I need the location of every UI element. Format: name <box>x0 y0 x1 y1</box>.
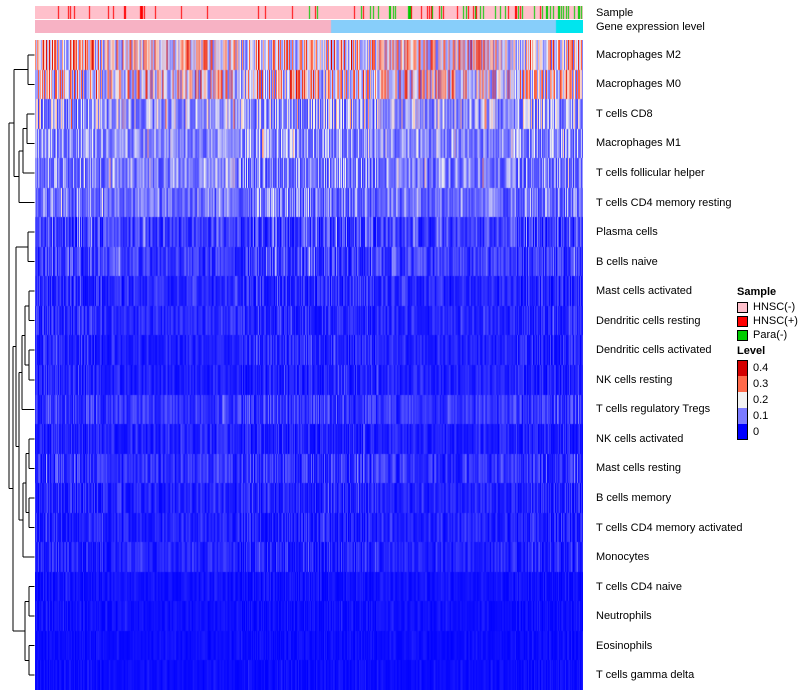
row-label: T cells gamma delta <box>596 669 695 682</box>
legend-swatch-para-neg <box>737 330 748 341</box>
row-label: T cells CD4 naive <box>596 580 682 593</box>
legend-item-hnsc-pos[interactable] <box>737 315 798 328</box>
annotation-row-gene-expression <box>35 20 583 33</box>
level-legend-row-4 <box>737 424 768 440</box>
level-tick-1: 0.3 <box>753 377 769 390</box>
level-legend <box>737 345 768 440</box>
row-label: NK cells resting <box>596 373 673 386</box>
legend-text-hnsc-neg: HNSC(-) <box>753 301 796 313</box>
level-legend-row-0 <box>737 360 768 376</box>
annotation-label-gene-expression: Gene expression level <box>596 21 705 33</box>
sample-legend-title: Sample <box>737 286 777 298</box>
annotation-label-sample: Sample <box>596 7 634 19</box>
level-swatch-4 <box>737 424 748 440</box>
legend-swatch-hnsc-neg <box>737 302 748 313</box>
row-label: Dendritic cells resting <box>596 314 701 327</box>
row-label: T cells follicular helper <box>596 166 705 179</box>
row-label: T cells CD8 <box>596 107 653 120</box>
level-swatch-2 <box>737 392 748 408</box>
level-swatch-0 <box>737 360 748 376</box>
row-label: B cells naive <box>596 255 658 268</box>
level-legend-row-2 <box>737 392 768 408</box>
row-label: Macrophages M1 <box>596 137 681 150</box>
legend-text-hnsc-pos: HNSC(+) <box>753 315 798 327</box>
level-swatch-1 <box>737 376 748 392</box>
row-label: B cells memory <box>596 491 672 504</box>
heatmap-matrix <box>35 40 583 690</box>
annotation-row-sample <box>35 6 583 19</box>
level-tick-2: 0.2 <box>753 393 769 406</box>
row-label: Macrophages M0 <box>596 78 681 91</box>
sample-legend <box>737 286 798 343</box>
row-label: Plasma cells <box>596 226 658 239</box>
legend-item-hnsc-neg[interactable] <box>737 301 798 314</box>
row-dendrogram <box>8 40 35 690</box>
row-label: Macrophages M2 <box>596 48 681 61</box>
row-label: T cells CD4 memory resting <box>596 196 732 209</box>
row-label: Monocytes <box>596 551 650 564</box>
row-label: Mast cells resting <box>596 462 681 475</box>
row-label: T cells CD4 memory activated <box>596 521 743 534</box>
row-label: Eosinophils <box>596 639 653 652</box>
level-legend-row-3 <box>737 408 768 424</box>
row-label: NK cells activated <box>596 432 684 445</box>
row-label: Dendritic cells activated <box>596 344 712 357</box>
level-tick-4: 0 <box>753 425 760 438</box>
level-swatch-3 <box>737 408 748 424</box>
row-label: T cells regulatory Tregs <box>596 403 711 416</box>
legend-item-para-neg[interactable] <box>737 329 798 342</box>
level-legend-row-1 <box>737 376 768 392</box>
level-tick-0: 0.4 <box>753 361 769 374</box>
level-tick-3: 0.1 <box>753 409 769 422</box>
row-label: Neutrophils <box>596 610 652 623</box>
level-legend-title: Level <box>737 345 766 357</box>
legend-swatch-hnsc-pos <box>737 316 748 327</box>
row-label: Mast cells activated <box>596 285 692 298</box>
legend-text-para-neg: Para(-) <box>753 329 788 341</box>
